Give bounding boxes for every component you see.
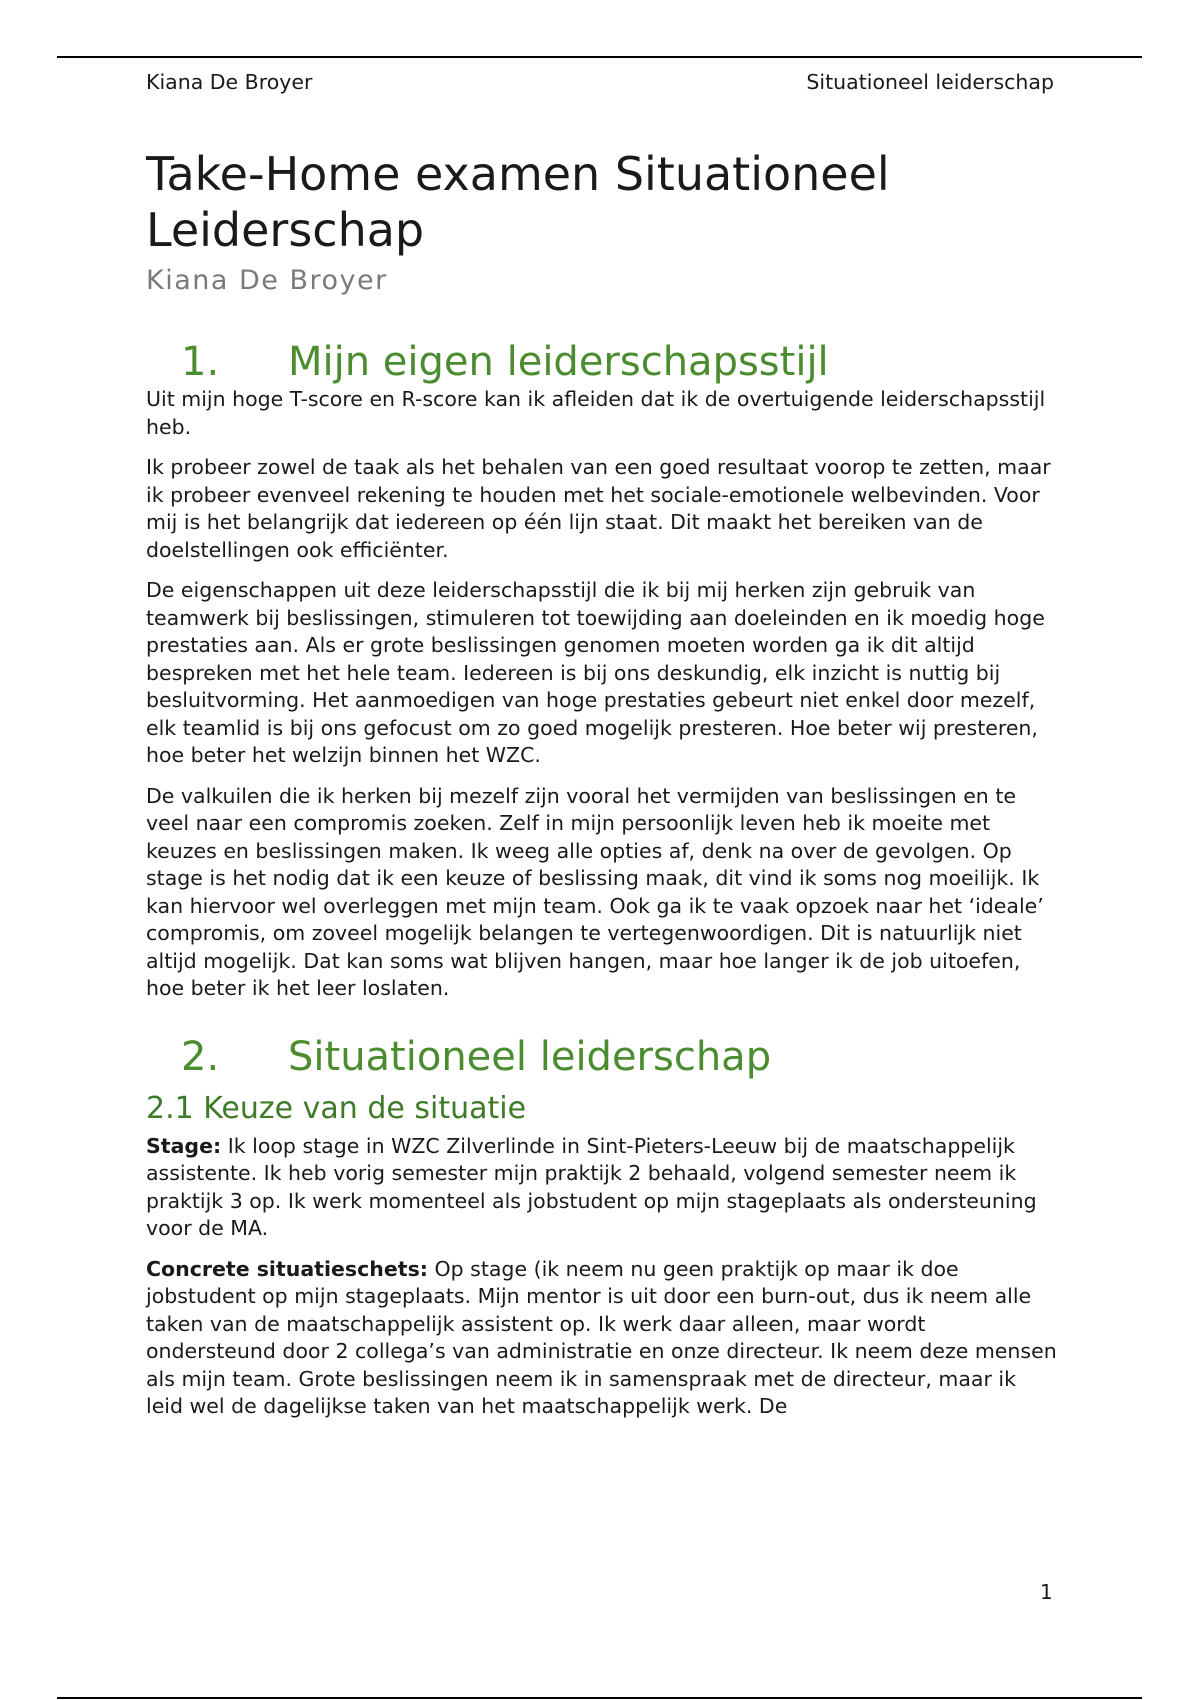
section-1-paragraph: Ik probeer zowel de taak als het behalen van een goed resultaat voorop te zetten, maar ik probeer evenveel rekening te houden met het sociale-emotionele welbevinden. Voor mij is het belangrijk dat iedereen op één lijn staat. Dit maakt het bereiken van de doelstellingen ook efficiënter.: [146, 455, 1051, 562]
situation-label: Concrete situatieschets:: [146, 1256, 428, 1281]
document-body: [146, 146, 1058, 1434]
section-1-title: Mijn eigen leiderschapsstijl: [288, 339, 829, 385]
header-author: Kiana De Broyer: [146, 70, 313, 94]
section-2-number: 2.: [181, 1033, 220, 1080]
section-1-paragraph: De valkuilen die ik herken bij mezelf zijn vooral het vermijden van beslissingen en te veel naar een compromis zoeken. Zelf in mijn persoonlijk leven heb ik moeite met keuzes en beslissingen maken. Ik weeg alle opties af, denk na over de gevolgen. Op stage is het nodig dat ik een keuze of beslissing maak, dit vind ik soms nog moeilijk. Ik kan hiervoor wel overleggen met mijn team. Ook ga ik te vaak opzoek naar het ‘ideale’ compromis, om zoveel mogelijk belangen te vertegenwoordigen. Dit is natuurlijk niet altijd mogelijk. Dat kan soms wat blijven hangen, maar hoe langer ik de job uitoefen, hoe beter ik het leer loslaten.: [146, 783, 1044, 1000]
section-1-paragraph: Uit mijn hoge T-score en R-score kan ik afleiden dat ik de overtuigende leiderschapsstijl heb.: [146, 387, 1046, 439]
document-title: Take-Home examen Situationeel Leiderschap: [146, 147, 890, 257]
document-subtitle: Kiana De Broyer: [146, 265, 388, 296]
section-1-heading: [146, 338, 1058, 386]
stage-text: Ik loop stage in WZC Zilverlinde in Sint-Pieters-Leeuw bij de maatschappelijk assistente. Ik heb vorig semester mijn praktijk 2 behaald, volgend semester neem ik praktijk 3 op. Ik werk momenteel als jobstudent op mijn stageplaats als ondersteuning voor de MA.: [146, 1133, 1037, 1240]
header-rule: [57, 56, 1142, 58]
stage-paragraph: [146, 1133, 1058, 1243]
header-course: Situationeel leiderschap: [806, 70, 1054, 94]
stage-label: Stage:: [146, 1133, 222, 1158]
subsection-2-1-heading: 2.1 Keuze van de situatie: [146, 1090, 527, 1126]
page-number: 1: [1040, 1580, 1053, 1604]
section-1-number: 1.: [181, 339, 220, 385]
situation-text: Op stage (ik neem nu geen praktijk op maar ik doe jobstudent op mijn stageplaats. Mijn mentor is uit door een burn-out, dus ik neem alle taken van de maatschappelijk assistent op. Ik werk daar alleen, maar wordt ondersteund door 2 collega’s van administratie en onze directeur. Ik neem deze mensen als mijn team. Grote beslissingen neem ik in samenspraak met de directeur, maar ik leid wel de dagelijkse taken van het maatschappelijk werk. De: [146, 1256, 1057, 1418]
section-2-heading: [146, 1033, 1058, 1081]
situation-paragraph: [146, 1256, 1058, 1421]
footer-rule: [57, 1697, 1142, 1699]
section-2-title: Situationeel leiderschap: [288, 1033, 772, 1080]
section-1-paragraph: De eigenschappen uit deze leiderschapsstijl die ik bij mij herken zijn gebruik van teamwerk bij beslissingen, stimuleren tot toewijding aan doeleinden en ik moedig hoge prestaties aan. Als er grote beslissingen genomen moeten worden ga ik dit altijd bespreken met het hele team. Iedereen is bij ons deskundig, elk inzicht is nuttig bij besluitvorming. Het aanmoedigen van hoge prestaties gebeurt niet enkel door mezelf, elk teamlid is bij ons gefocust om zo goed mogelijk presteren. Hoe beter wij presteren, hoe beter het welzijn binnen het WZC.: [146, 578, 1045, 767]
